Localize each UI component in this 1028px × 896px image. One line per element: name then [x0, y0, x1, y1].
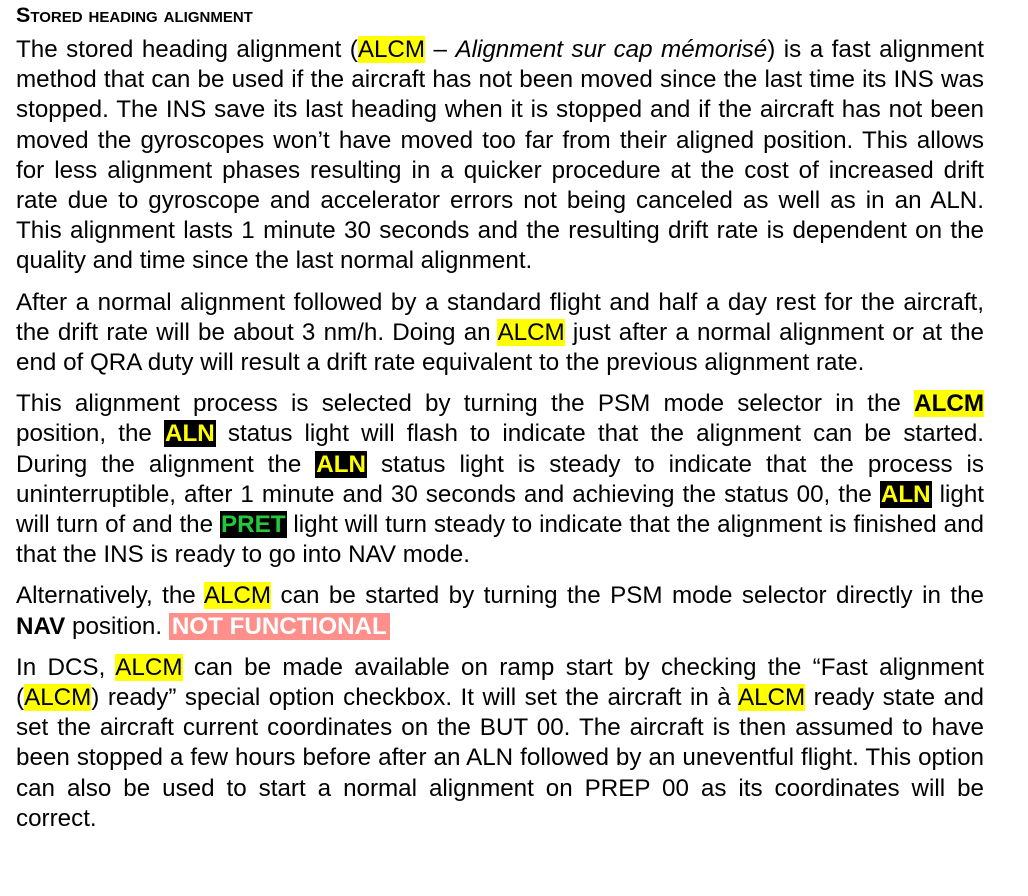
text: position, the — [16, 420, 165, 448]
text: After a normal alignment followed by a standard flight and half a day rest for the aircraft, the drift rate will be about 3 nm/h. Doing an — [16, 288, 984, 346]
text: Alternatively, the — [16, 582, 204, 610]
alcm-highlight: ALCM — [497, 318, 565, 346]
not-functional-badge: NOT FUNCTIONAL — [169, 613, 390, 640]
text: can be started by turning the PSM mode selector directly in the — [271, 582, 984, 610]
alcm-highlight: ALCM — [203, 582, 272, 610]
paragraph-drift-rate — [16, 288, 984, 379]
text: ready state and set the aircraft current coordinates on the BUT 00. The aircraft is then assumed to have been stopped a few hours before after an ALN followed by an uneventful flight. This option can also be used to start a normal alignment on PREP 00 as its coordinates will be correct. — [16, 684, 984, 832]
nav-position: NAV — [16, 612, 66, 640]
aln-status-light: ALN — [880, 480, 931, 508]
section-title: Stored heading alignment — [16, 3, 253, 27]
alcm-highlight: ALCM — [24, 684, 92, 712]
text: – — [425, 36, 456, 63]
text: This alignment process is selected by turning the PSM mode selector in the — [16, 390, 915, 418]
paragraph-dcs — [16, 653, 984, 834]
text: just after a normal alignment or at the end of QRA duty will result a drift rate equivalent to the previous alignment rate. — [16, 318, 984, 377]
alcm-highlight: ALCM — [115, 653, 183, 681]
alcm-highlight: ALCM — [914, 390, 984, 418]
paragraph-procedure — [16, 389, 984, 570]
text: ) is a fast alignment method that can be used if the aircraft has not been moved since the last time its INS was stopped. The INS save its last heading when it is stopped and if the aircraft has not been moved the gyroscopes won’t have moved too far from their aligned position. This allows for less alignment phases resulting in a quicker procedure at the cost of increased drift rate due to gyroscope and accelerator errors not being canceled as well as in an ALN. This alignment lasts 1 minute 30 seconds and the resulting drift rate is dependent on the quality and time since the last normal alignment. — [16, 36, 984, 275]
text: ) ready” special option checkbox. It will set the aircraft in à — [91, 684, 738, 712]
text: can be made available on ramp start by checking the “Fast alignment ( — [16, 653, 984, 712]
paragraph-alternative — [16, 581, 984, 641]
paragraph-intro — [16, 35, 984, 277]
text: status light is steady to indicate that the process is uninterruptible, after 1 minute and 30 seconds and achieving the status 00, the — [16, 450, 984, 508]
text: position. — [65, 612, 169, 640]
french-term: Alignment sur cap mémorisé — [455, 36, 768, 63]
pret-status-light: PRET — [221, 511, 286, 539]
text: light will turn steady to indicate that the alignment is finished and that the INS is ready to go into NAV mode. — [16, 511, 984, 569]
alcm-highlight: ALCM — [357, 36, 426, 63]
text: light will turn of and the — [16, 480, 984, 539]
text: status light will flash to indicate that the alignment can be started. During the alignment the — [16, 420, 984, 478]
aln-status-light: ALN — [165, 420, 215, 448]
text: The stored heading alignment ( — [16, 36, 358, 63]
aln-status-light: ALN — [316, 450, 366, 478]
alcm-highlight: ALCM — [737, 684, 806, 712]
text: In DCS, — [16, 653, 116, 681]
